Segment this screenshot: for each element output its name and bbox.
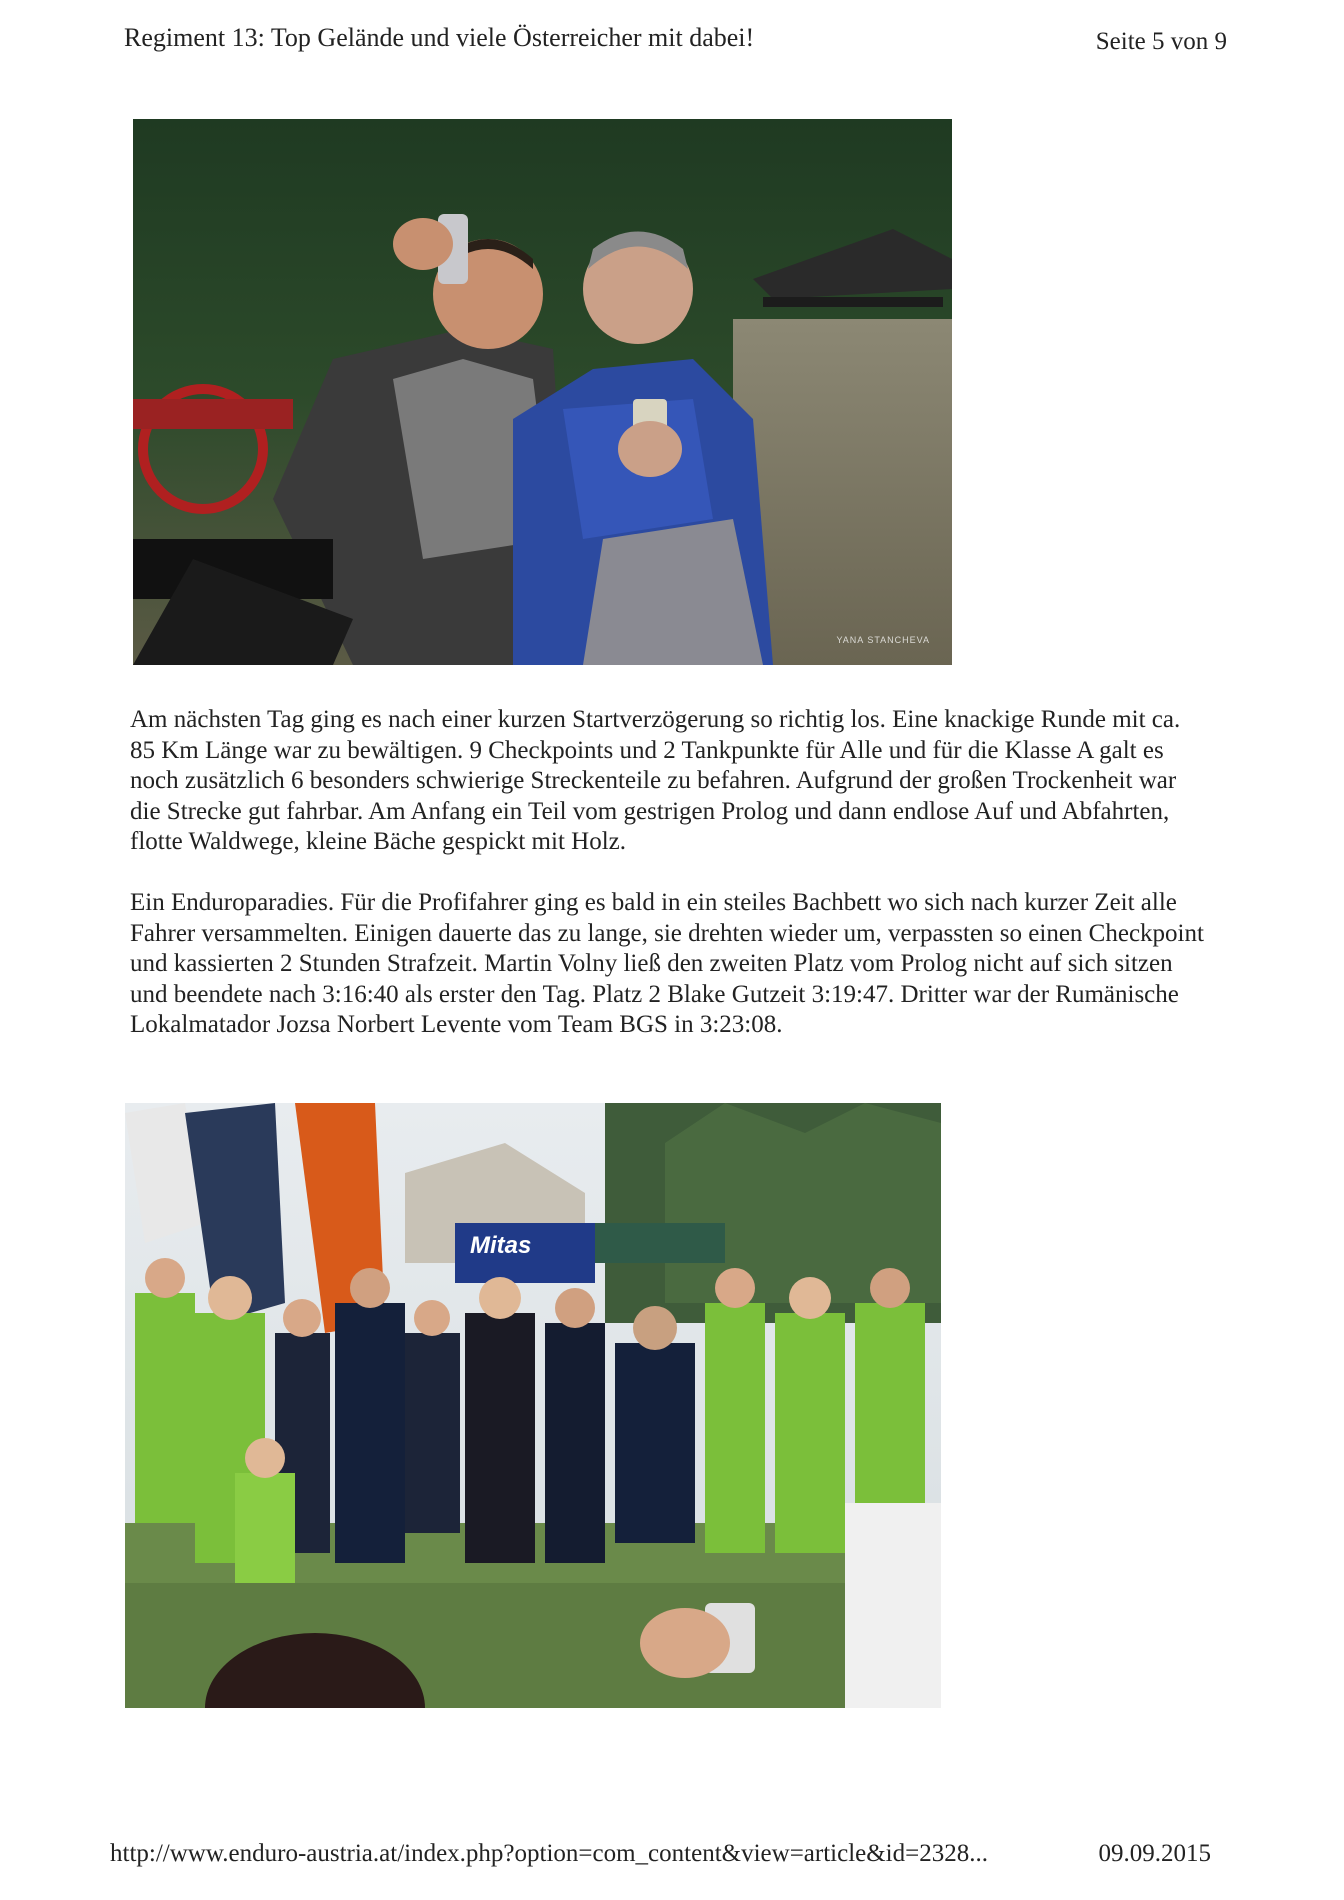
footer-date: 09.09.2015	[1098, 1840, 1211, 1867]
page-header-title: Regiment 13: Top Gelände und viele Österreicher mit dabei!	[124, 23, 755, 52]
footer-url: http://www.enduro-austria.at/index.php?option=com_content&view=article&id=2328...	[110, 1840, 988, 1867]
page-number: Seite 5 von 9	[1095, 28, 1227, 55]
body-paragraph-2: Ein Enduroparadies. Für die Profifahrer ging es bald in ein steiles Bachbett wo sich nach kurzer Zeit alle Fahrer versammelten. Einigen dauerte das zu lange, sie drehten wieder um, verpassten so einen Checkpoint und kassierten 2 Stunden Strafzeit. Martin Volny ließ den zweiten Platz vom Prolog nicht auf sich sitzen und beendete nach 3:16:40 als erster den Tag. Platz 2 Blake Gutzeit 3:19:47. Dritter war der Rumänische Lokalmatador Jozsa Norbert Levente vom Team BGS in 3:23:08.	[130, 889, 1204, 1038]
body-paragraph-1: Am nächsten Tag ging es nach einer kurzen Startverzögerung so richtig los. Eine knackige Runde mit ca. 85 Km Länge war zu bewältigen. 9 Checkpoints und 2 Tankpunkte für Alle und für die Klasse A galt es noch zusätzlich 6 besonders schwierige Streckenteile zu befahren. Aufgrund der großen Trockenheit war die Strecke gut fahrbar. Am Anfang ein Teil vom gestrigen Prolog und dann endlose Auf und Abfahrten, flotte Waldwege, kleine Bäche gespickt mit Holz.	[130, 706, 1181, 855]
banner-text: Mitas	[470, 1232, 532, 1259]
photo-riders	[133, 119, 952, 665]
photo-watermark: YANA STANCHEVA	[836, 635, 930, 645]
photo-ceremony	[125, 1103, 941, 1708]
photo-ceremony-image	[125, 1103, 941, 1708]
photo-riders-image	[133, 119, 952, 665]
